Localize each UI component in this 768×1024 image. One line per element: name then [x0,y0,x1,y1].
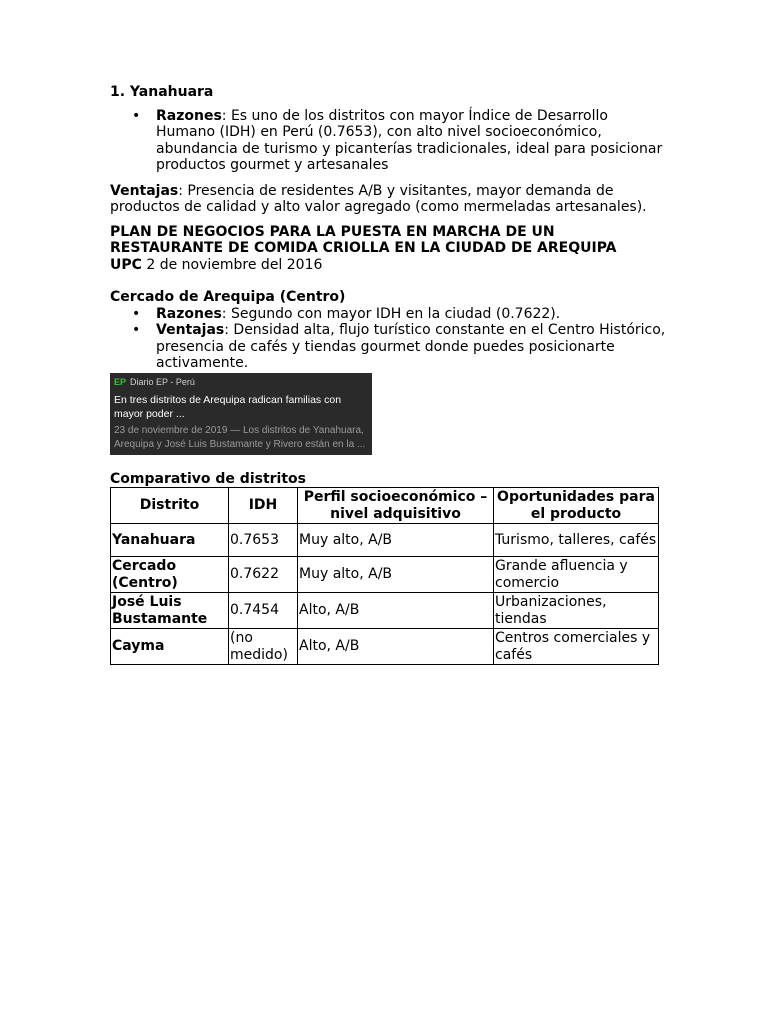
news-source [114,376,195,388]
source-title-line1: PLAN DE NEGOCIOS PARA LA PUESTA EN MARCHA DE UN [110,223,555,240]
ventajas-label: Ventajas [110,182,179,199]
table-row [111,629,659,665]
bullet-label: Razones [156,107,222,124]
news-source-name: Diario EP - Perú [130,376,195,387]
table-cell-idh: 0.7454 [229,593,298,629]
bullet-icon: • [132,305,141,322]
news-preview-card[interactable] [110,373,372,455]
table-cell-distrito: Yanahuara [111,524,229,557]
table-row [111,524,659,557]
table-cell-oportunidades: Centros comerciales y cafés [494,629,659,665]
column-header-perfil: Perfil socioeconómico – nivel adquisitivo [298,488,494,524]
list-item [110,322,670,372]
bullet-icon: • [132,107,141,124]
ventajas-paragraph [110,183,670,216]
table-cell-perfil: Alto, A/B [298,629,494,665]
news-headline: En tres distritos de Arequipa radican familias con mayor poder ... [114,393,342,420]
bullet-text: : Densidad alta, flujo turístico constante en el Centro Histórico, presencia de cafés y tiendas gourmet donde puedes posicionarte activamente. [156,322,666,371]
source-date: 2 de noviembre del 2016 [141,256,323,273]
table-cell-oportunidades: Turismo, talleres, cafés [494,524,659,557]
table-cell-idh: (no medido) [229,629,298,665]
list-item [110,108,670,174]
news-snippet [114,424,372,452]
cercado-bullet-list [110,306,670,372]
column-header-idh: IDH [229,488,298,524]
table-cell-idh: 0.7653 [229,524,298,557]
bullet-label: Ventajas [156,322,225,338]
table-cell-distrito: Cercado (Centro) [111,557,229,593]
comparison-table [110,487,659,665]
bullet-icon: • [132,322,141,338]
table-cell-perfil: Muy alto, A/B [298,557,494,593]
source-reference [110,224,670,274]
document-page [110,84,670,665]
table-cell-distrito: Cayma [111,629,229,665]
table-row [111,557,659,593]
table-cell-perfil: Alto, A/B [298,593,494,629]
table-cell-perfil: Muy alto, A/B [298,524,494,557]
bullet-text: : Segundo con mayor IDH en la ciudad (0.7622). [221,305,561,322]
ventajas-text: : Presencia de residentes A/B y visitantes, mayor demanda de productos de calidad y alto valor agregado (como mermeladas artesanales). [110,182,647,215]
section-heading-yanahuara: 1. Yanahuara [110,84,214,100]
table-header-row [111,488,659,524]
source-org: UPC [110,256,142,273]
bullet-label: Razones [156,305,222,322]
table-cell-idh: 0.7622 [229,557,298,593]
column-header-distrito: Distrito [111,488,229,524]
table-cell-distrito: José Luis Bustamante [111,593,229,629]
comparison-title: Comparativo de distritos [110,470,306,487]
section-heading-cercado: Cercado de Arequipa (Centro) [110,289,346,305]
table-cell-oportunidades: Grande afluencia y comercio [494,557,659,593]
news-snippet-line1: 23 de noviembre de 2019 — Los distritos de Yanahuara, [114,424,364,436]
news-snippet-line2: Arequipa y José Luis Bustamante y Rivero están en la ... [114,438,366,450]
yanahuara-bullet-list [110,108,670,174]
column-header-oportunidades: Oportunidades para el producto [494,488,659,524]
source-title-line2: RESTAURANTE DE COMIDA CRIOLLA EN LA CIUDAD DE AREQUIPA [110,240,617,256]
bullet-text: : Es uno de los distritos con mayor Índice de Desarrollo Humano (IDH) en Perú (0.7653), con alto nivel socioeconómico, abundancia de turismo y picanterías tradicionales, ideal para posicionar productos gourmet y artesanales [156,107,663,173]
news-logo-icon: EP [114,376,127,387]
table-row [111,593,659,629]
table-cell-oportunidades: Urbanizaciones, tiendas [494,593,659,629]
list-item [110,306,670,323]
